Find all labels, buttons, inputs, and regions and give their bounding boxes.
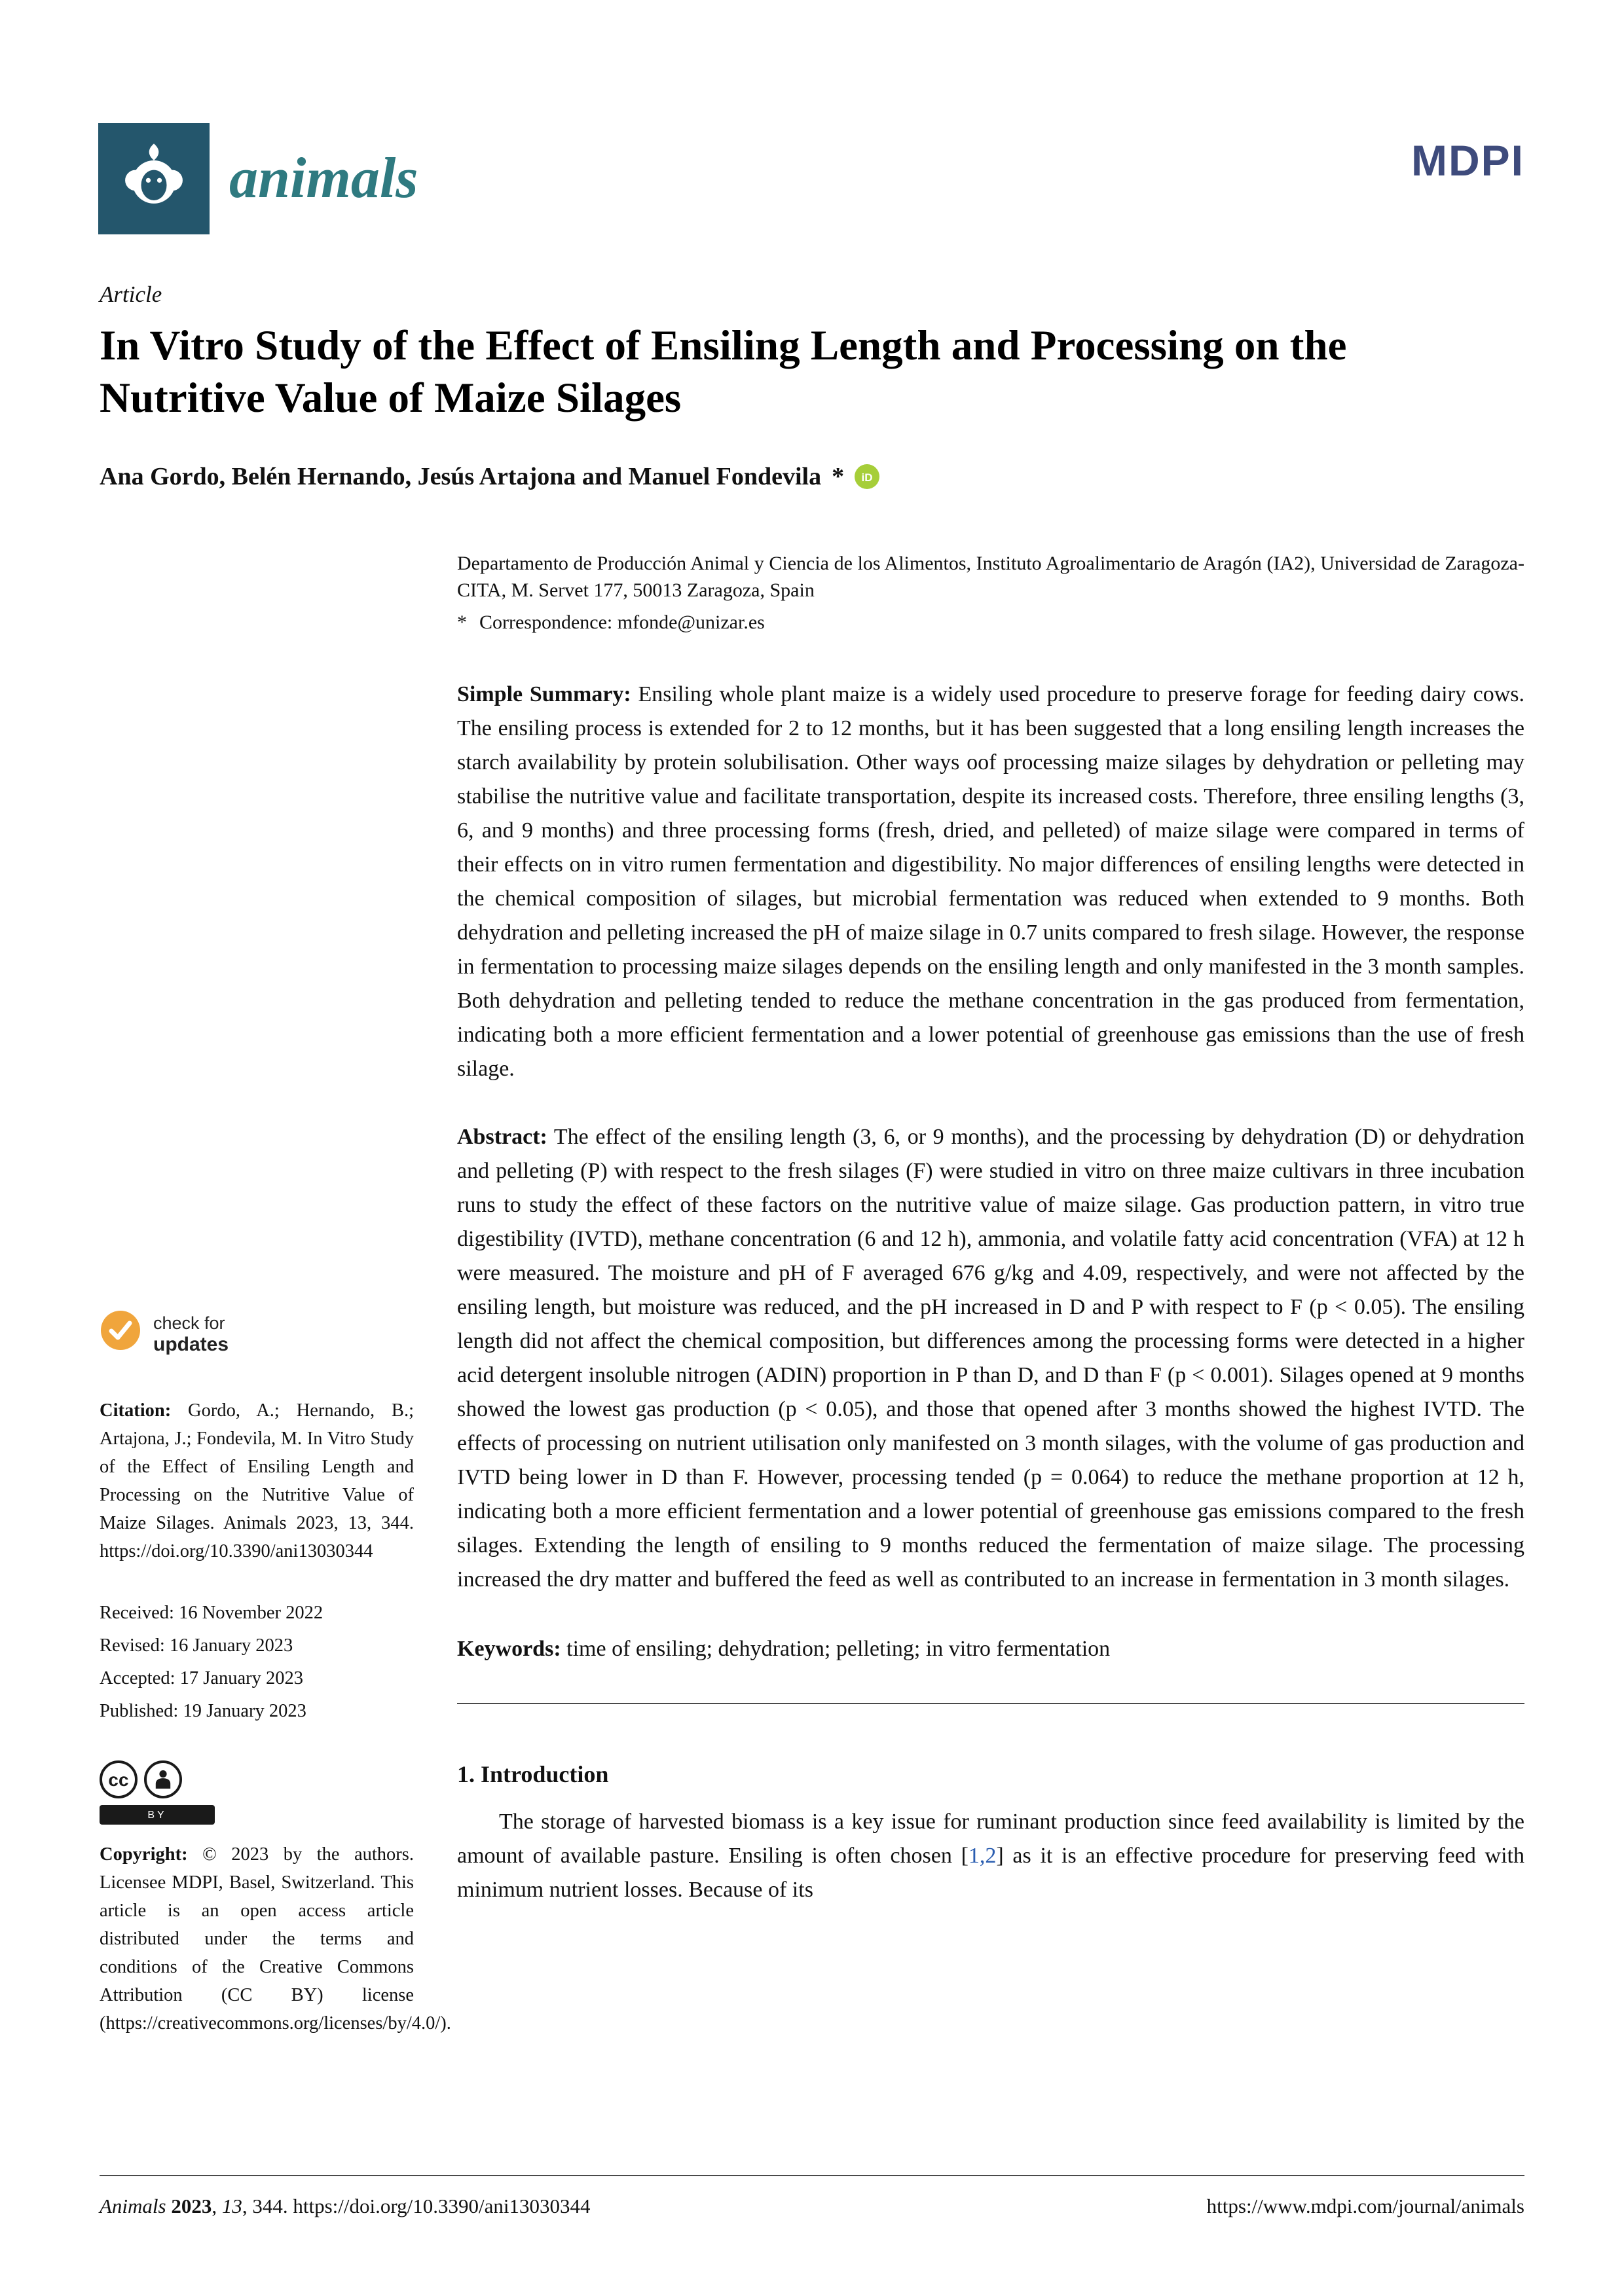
abstract: [457, 1120, 1524, 1597]
keywords: [457, 1632, 1524, 1666]
received-date: Received: 16 November 2022: [100, 1603, 323, 1623]
history-dates: [100, 1597, 414, 1728]
reference-link-1-2[interactable]: 1,2: [968, 1844, 997, 1868]
simple-summary-text: Ensiling whole plant maize is a widely used procedure to preserve forage for feeding dairy cows. The ensiling process is extended for 2 to 12 months, but it has been suggested that a long ensiling length increases the starch availability by protein solubilisation. Other ways oof processing maize silages by dehydration or pelleting may stabilise the nutritive value and facilitate transportation, despite its increased costs. Therefore, three ensiling lengths (3, 6, and 9 months) and three processing forms (fresh, dried, and pelleted) of maize silage were compared in terms of their effects on in vitro rumen fermentation and digestibility. No major differences of ensiling lengths were detected in the chemical composition of silages, but microbial fermentation was reduced when extended to 9 months. Both dehydration and pelleting increased the pH of maize silage in 0.7 units compared to fresh silage. However, the response in fermentation to processing maize silages depends on the ensiling length and only manifested in the 3 month samples. Both dehydration and pelleting tended to reduce the methane concentration in the gas produced from fermentation, indicating both a more efficient fermentation and a lower potential of greenhouse gas emissions than the use of fresh silage.: [457, 682, 1525, 1081]
mdpi-logo[interactable]: MDPI: [1411, 136, 1524, 185]
cc-icon: [100, 1760, 138, 1798]
published-date: Published: 19 January 2023: [100, 1701, 306, 1721]
svg-text:iD: iD: [861, 471, 873, 484]
revised-date: Revised: 16 January 2023: [100, 1635, 293, 1656]
correspondence-link[interactable]: Correspondence: mfonde@unizar.es: [479, 611, 765, 633]
simple-summary-label: Simple Summary:: [457, 682, 631, 706]
paragraph-text: ] as it is an effective procedure for preserving feed with minimum nutrient losses. Because of its: [457, 1844, 1525, 1902]
footer-year: 2023: [166, 2195, 212, 2217]
corresponding-author-marker: *: [832, 463, 845, 490]
copyright-text: © 2023 by the authors. Licensee MDPI, Basel, Switzerland. This article is an open access article distributed under the terms and conditions of the Creative Commons Attribution (CC BY) license (https://creativecommons.org/licenses/by/4.0/).: [100, 1844, 451, 2033]
cc-by-label: BY: [100, 1805, 215, 1825]
section-divider: [457, 1703, 1524, 1704]
check-for-updates-line1: check for: [153, 1313, 225, 1334]
footer-volume: 13: [221, 2195, 242, 2217]
footer-doi-link[interactable]: , 344. https://doi.org/10.3390/ani13030344: [242, 2195, 591, 2217]
main-column: [457, 550, 1524, 1907]
sidebar: [100, 1309, 451, 2037]
copyright-label: Copyright:: [100, 1844, 188, 1865]
keywords-text: time of ensiling; dehydration; pelleting; in vitro fermentation: [566, 1637, 1111, 1661]
check-icon: [100, 1309, 141, 1360]
correspondence-marker: *: [457, 611, 467, 633]
check-for-updates-line2: updates: [153, 1333, 229, 1355]
accepted-date: Accepted: 17 January 2023: [100, 1668, 304, 1688]
animals-logo-icon: [98, 123, 210, 234]
paragraph-text: The storage of harvested biomass is a key issue for ruminant production since feed availability is limited by the amount of available pasture. Ensiling is often chosen [: [457, 1810, 1524, 1868]
cc-letters: cc: [108, 1769, 129, 1790]
page-title: In Vitro Study of the Effect of Ensiling Length and Processing on the Nutritive Value of Maize Silages: [100, 322, 1347, 422]
correspondence-line[interactable]: [457, 609, 1524, 636]
footer-journal-name: Animals: [100, 2195, 166, 2217]
citation-text[interactable]: Gordo, A.; Hernando, B.; Artajona, J.; Fondevila, M. In Vitro Study of the Effect of Ensiling Length and Processing on the Nutritive Value of Maize Silages. Animals 2023, 13, 344. https://doi.org/10.3390/ani13030344: [100, 1400, 414, 1561]
orcid-icon[interactable]: [855, 464, 879, 489]
citation-label: Citation:: [100, 1400, 172, 1421]
article-type-label: Article: [100, 282, 162, 307]
cc-by-person-icon: [144, 1760, 182, 1798]
footer-citation[interactable]: [100, 2195, 590, 2218]
introduction-paragraph: [457, 1805, 1524, 1907]
cc-by-license-badge[interactable]: [100, 1760, 217, 1825]
journal-wordmark: animals: [229, 147, 418, 210]
cc-icons-row: [100, 1760, 217, 1798]
copyright-block: [100, 1840, 451, 2037]
footer-divider: [100, 2175, 1524, 2176]
simple-summary: [457, 678, 1524, 1086]
affiliation: Departamento de Producción Animal y Ciencia de los Alimentos, Instituto Agroalimentario de Aragón (IA2), Universidad de Zaragoza-CITA, M. Servet 177, 50013 Zaragoza, Spain: [457, 553, 1524, 601]
footer: [100, 2195, 1524, 2218]
check-for-updates-badge[interactable]: [100, 1309, 414, 1360]
journal-logo[interactable]: [98, 123, 418, 234]
citation-block: [100, 1396, 414, 1565]
introduction-heading: 1. Introduction: [457, 1761, 609, 1787]
footer-journal-link[interactable]: https://www.mdpi.com/journal/animals: [1206, 2195, 1524, 2217]
check-for-updates-text: [153, 1314, 229, 1355]
abstract-text: The effect of the ensiling length (3, 6, or 9 months), and the processing by dehydration (D) or dehydration and pelleting (P) with respect to the fresh silages (F) were studied in vitro on three maize cultivars in three incubation runs to study the effect of these factors on the nutritive value of maize silage. Gas production pattern, in vitro true digestibility (IVTD), methane concentration (6 and 12 h), ammonia, and volatile fatty acid concentration (VFA) at 12 h were measured. The moisture and pH of F averaged 676 g/kg and 4.09, respectively, and were not affected by the ensiling length, but moisture was reduced, and the pH increased in D and P with respect to F (p < 0.05). The ensiling length did not affect the chemical composition, but differences among the processing forms were detected in a higher acid detergent insoluble nitrogen (ADIN) proportion in P than D, and D than F (p < 0.001). Silages opened at 9 months showed the lowest gas production (p < 0.05), and those that opened after 3 months showed the highest IVTD. The effects of processing on nutrient utilisation only manifested on 3 month silages, with the volume of gas production and IVTD being lower in D than F. However, processing tended (p = 0.064) to reduce the methane proportion at 12 h, indicating both a more efficient fermentation and a lower potential of greenhouse gas emissions compared to the fresh silages. Extending the length of ensiling to 9 months reduced the fermentation of maize silage. The processing increased the dry matter and buffered the feed as well as contributed to an increase in fermentation in 3 month silages.: [457, 1125, 1524, 1592]
keywords-label: Keywords:: [457, 1637, 561, 1661]
authors-line: [100, 462, 879, 491]
footer-sep: ,: [212, 2195, 222, 2217]
authors-names: Ana Gordo, Belén Hernando, Jesús Artajona and Manuel Fondevila: [100, 463, 822, 490]
abstract-label: Abstract:: [457, 1125, 547, 1149]
